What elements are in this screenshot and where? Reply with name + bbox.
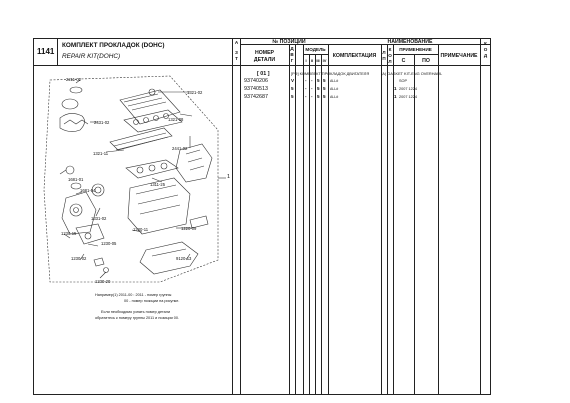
row-kit-3: ALL#: [330, 95, 339, 99]
title-en: REPAIR KIT(DOHC): [62, 53, 121, 60]
kod-o: О: [483, 47, 488, 52]
pos-no-header: № ПОЗИЦИИ: [272, 39, 306, 45]
row-app-from-1: SOP: [399, 79, 408, 83]
dv-v: В: [290, 52, 294, 57]
callout-2211-02: 2211-02: [66, 77, 82, 82]
row-part-2[interactable]: 93740513: [244, 86, 268, 92]
callout-2441-02: 2441-02: [172, 146, 188, 151]
group-no-divider: [57, 38, 58, 65]
col-z-label: З: [235, 50, 238, 55]
row-kit-1: ALL#: [330, 79, 339, 83]
kol-l: Л: [388, 59, 392, 64]
row-m3-2: 5: [317, 86, 320, 91]
row-m1-1: -: [305, 78, 307, 83]
col-divider-kit: [328, 44, 329, 395]
row-m2-2: -: [311, 86, 313, 91]
header-bottom-rule: [33, 65, 491, 66]
row-m1-3: -: [305, 94, 307, 99]
col-divider-a: [232, 38, 233, 395]
dv-g: Г: [290, 58, 294, 63]
app-from-header: С: [401, 58, 406, 64]
callout-1321-11: 1321-11: [93, 151, 109, 156]
col-divider-m2: [309, 54, 310, 395]
col-divider-kod: [480, 38, 481, 395]
gasket-icon: [62, 99, 78, 109]
footnote-line-4: обратитесь к номеру группы 2011 и позиции 00.: [95, 316, 180, 320]
valve-cover-gasket-icon: [60, 113, 85, 131]
col-divider-zt: [240, 38, 241, 395]
kol-o: О: [388, 53, 392, 58]
gasket-ring-icon: [70, 87, 82, 93]
row-lp-2: 1: [394, 86, 397, 91]
row-m2-1: -: [311, 78, 313, 83]
row-m3-3: 5: [317, 94, 320, 99]
note-header: ПРИМЕЧАНИЕ: [440, 53, 478, 59]
row-m4-2: 5: [323, 86, 326, 91]
footnote-line-3: Если необходимо узнать номер детали: [101, 310, 171, 314]
callout-9120-13: 9120-13: [176, 256, 192, 261]
row-lp-3: 1: [394, 94, 397, 99]
app-to-header: ПО: [422, 58, 430, 64]
lp-l: Л: [382, 50, 386, 55]
model-iii: III: [316, 58, 320, 63]
col-divider-app-sub: [414, 54, 415, 395]
row-pos-01: [ 01 ]: [257, 71, 270, 77]
col-divider-dv: [295, 44, 296, 395]
footnote-line-1: Например(1) 2011-00 : 2011 - номер группы: [95, 293, 172, 297]
footnote-line-2: 00 - номер позиции на рисунке.: [124, 299, 180, 303]
callout-1230-20: 1230-20: [95, 279, 111, 284]
title-ru: КОМПЛЕКТ ПРОКЛАДОК (DOHC): [62, 42, 165, 49]
row-name-ru: [РЭ] КОМПЛЕКТ ПРОКЛАДОК ДВИГАТЕЛЯ: [291, 71, 370, 76]
col-divider-m4: [321, 54, 322, 395]
col-divider-m3: [315, 54, 316, 395]
callout-1321-02: 1321-02: [187, 90, 203, 95]
row-m1-2: -: [305, 86, 307, 91]
name-header: НАИМЕНОВАНИЕ: [387, 39, 433, 45]
callout-1681-01: 1681-01: [68, 177, 84, 182]
row-dv-2: 5: [291, 86, 294, 91]
row-m2-3: -: [311, 94, 313, 99]
kod-k: К: [484, 41, 487, 46]
kod-d: Д: [483, 53, 488, 58]
row-dv-1: V: [291, 78, 295, 83]
callout-1230-05: 1230-05: [101, 241, 117, 246]
model-i: I: [305, 58, 307, 63]
row-m4-1: 5: [323, 78, 326, 83]
col-divider-lp: [381, 44, 382, 395]
col-divider-part: [289, 44, 290, 395]
col-divider-kol: [387, 44, 388, 395]
col-t-label: Т: [235, 56, 238, 61]
callout-1311-25: 1311-25: [150, 182, 166, 187]
row-dv-3: 5: [291, 94, 294, 99]
col-a-label: А: [234, 40, 239, 45]
group-number: 1141: [37, 47, 55, 56]
callout-1321-08: 1321-08: [168, 117, 184, 122]
part-no-header-1: НОМЕР: [254, 50, 275, 56]
row-m4-3: 5: [323, 94, 326, 99]
kit-header: КОМПЛЕКТАЦИЯ: [332, 53, 377, 59]
dv-d: Д: [290, 46, 294, 51]
callout-1230-02: 1230-02: [71, 256, 87, 261]
row-m3-1: 5: [317, 78, 320, 83]
ref-number: 1: [227, 174, 231, 180]
model-ii: II: [310, 58, 314, 63]
model-iv: IV: [322, 58, 327, 63]
row-kit-2: ALL#: [330, 87, 339, 91]
col-divider-m1: [303, 44, 304, 395]
model-header: МОДЕЛЬ: [305, 47, 326, 52]
callout-1331-02: 1331-02: [91, 216, 107, 221]
row-app-from-2: 2007 1224: [399, 87, 417, 91]
callout-1230-11: 1230-11: [133, 227, 149, 232]
application-header: ПРИМЕНЕНИЕ: [399, 47, 432, 52]
callout-1220-09: 1220-09: [181, 226, 197, 231]
row-name-en: (A) GASKET KIT-ENG OVERHAUL: [381, 71, 443, 76]
row-part-1[interactable]: 93740206: [244, 78, 268, 84]
seal-icon: [66, 166, 74, 174]
drain-plug-icon: [94, 258, 104, 266]
exhaust-gasket-icon: [126, 160, 178, 178]
part-no-header-2: ДЕТАЛИ: [253, 57, 276, 63]
callout-2431-02: 2431-02: [94, 120, 110, 125]
kol-k: К: [388, 47, 392, 52]
callout-1230-15: 1230-15: [61, 231, 77, 236]
row-part-3[interactable]: 93742687: [244, 94, 268, 100]
application-rule: [393, 54, 438, 55]
lp-p: П: [382, 56, 386, 61]
row-app-from-3: 2007 1224: [399, 95, 417, 99]
callout-1681-04: 1681-04: [80, 188, 96, 193]
col-divider-note: [438, 44, 439, 395]
